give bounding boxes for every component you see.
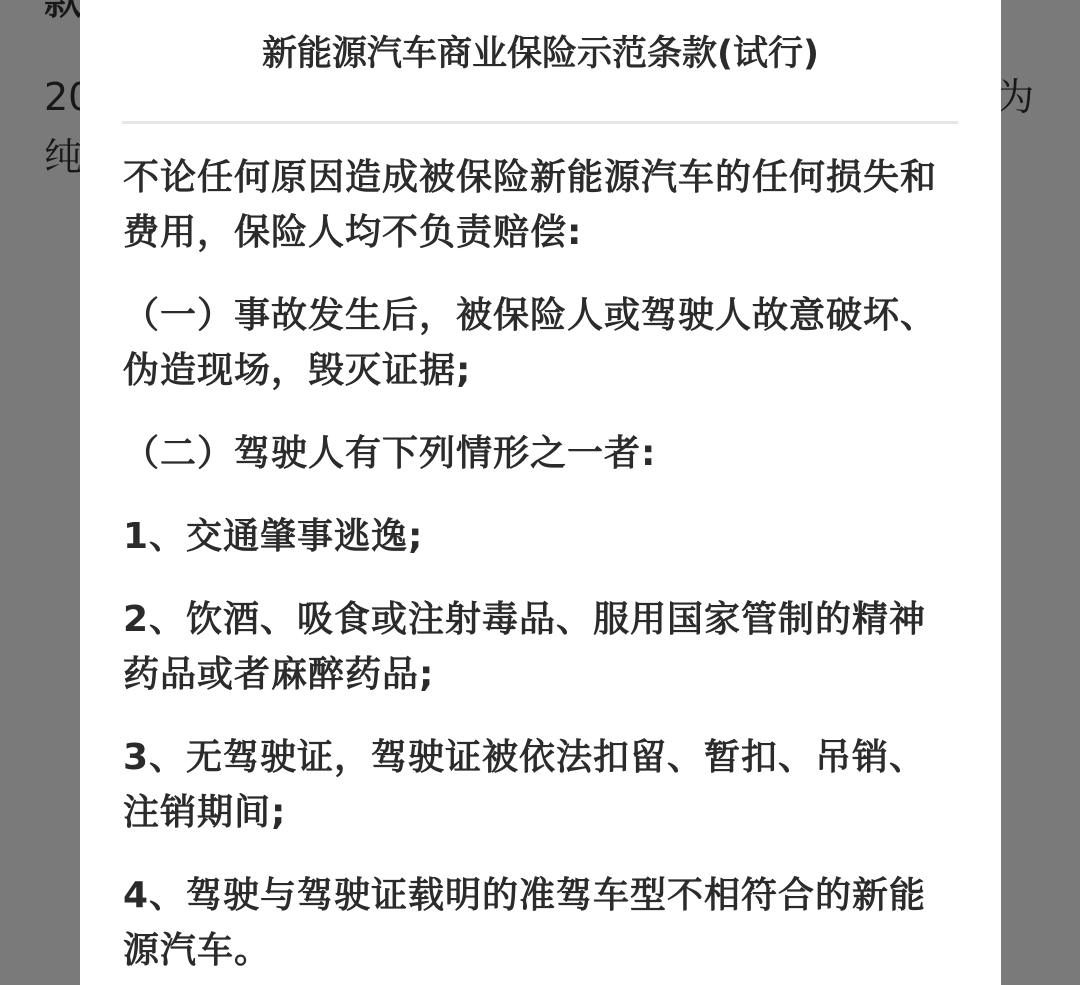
sub-item-4: 4、驾驶与驾驶证载明的准驾车型不相符合的新能源汽车。 (123, 875, 927, 971)
terms-dialog (80, 0, 1001, 985)
sub-item-2: 2、饮酒、吸食或注射毒品、服用国家管制的精神药品或者麻醉药品; (123, 599, 927, 695)
title-divider (122, 121, 958, 124)
dialog-title: 新能源汽车商业保险示范条款(试行) (262, 34, 819, 74)
exclusion-item-1: （一）事故发生后，被保险人或驾驶人故意破坏、伪造现场，毁灭证据; (123, 295, 938, 391)
exclusion-item-2: （二）驾驶人有下列情形之一者: (123, 433, 657, 474)
exclusion-intro: 不论任何原因造成被保险新能源汽车的任何损失和费用，保险人均不负责赔偿: (123, 157, 938, 253)
sub-item-1: 1、交通肇事逃逸; (123, 516, 424, 557)
sub-item-3: 3、无驾驶证，驾驶证被依法扣留、暂扣、吊销、注销期间; (123, 737, 927, 833)
dialog-body[interactable] (123, 150, 959, 985)
